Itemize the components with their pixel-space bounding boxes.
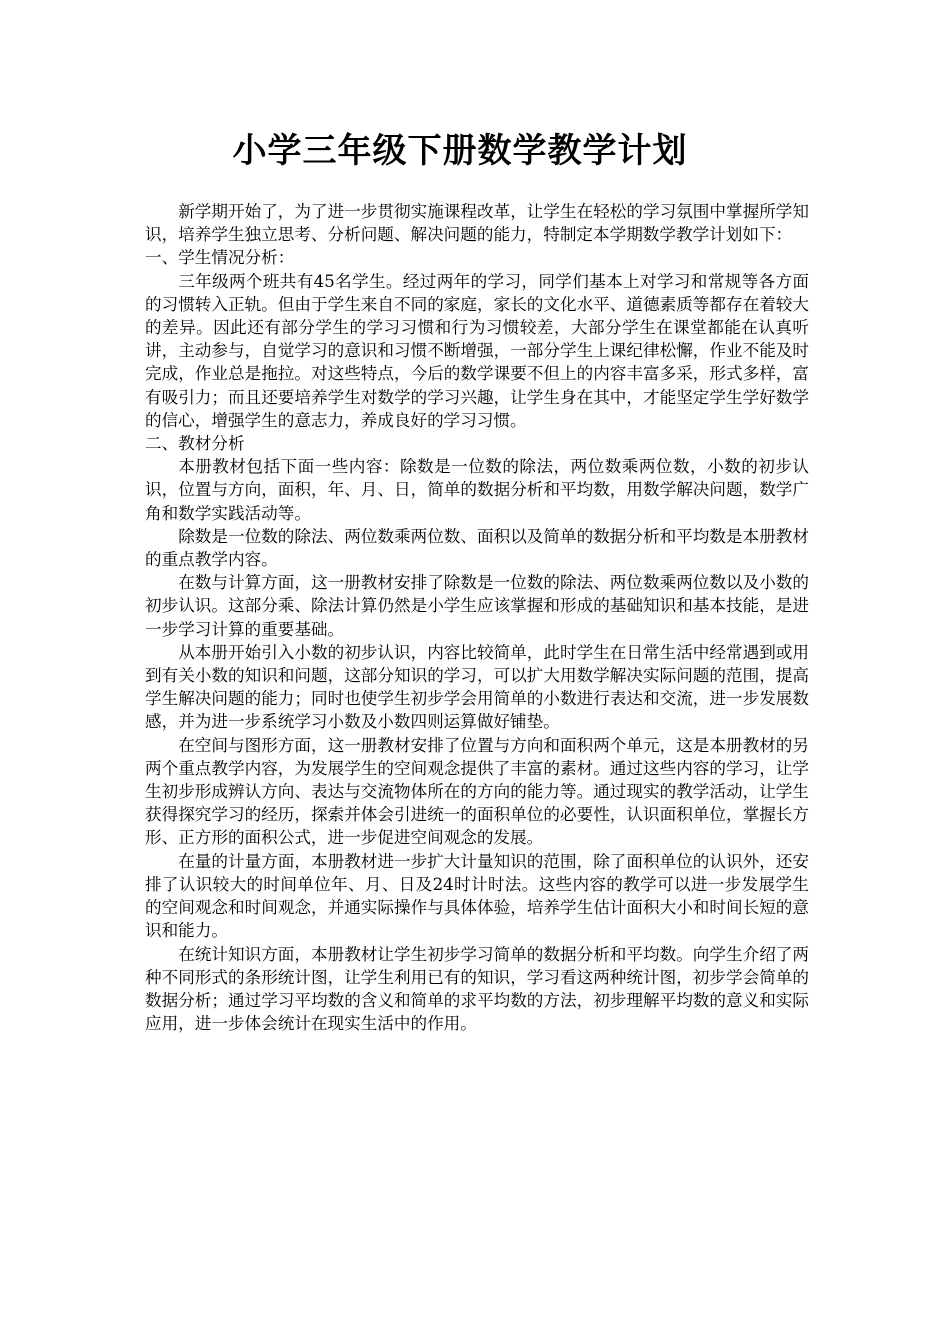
textbook-paragraph: 本册教材包括下面一些内容：除数是一位数的除法，两位数乘两位数，小数的初步认识，位置与方向，面积，年、月、日，简单的数据分析和平均数，用数学解决问题，数学广角和数学实践活动等。 bbox=[145, 457, 809, 523]
student-analysis-paragraph: 三年级两个班共有45名学生。经过两年的学习，同学们基本上对学习和常规等各方面的习惯转入正轨。但由于学生来自不同的家庭，家长的文化水平、道德素质等都存在着较大的差异。因此还有部分学生的学习习惯和行为习惯较差，大部分学生在课堂都能在认真听讲，主动参与，自觉学习的意识和习惯不断增强，一部分学生上课纪律松懈，作业不能及时完成，作业总是拖拉。对这些特点，今后的数学课要不但上的内容丰富多采，形式多样，富有吸引力；而且还要培养学生对数学的学习兴趣，让学生身在其中，才能坚定学生学好数学的信心，增强学生的意志力，养成良好的学习习惯。 bbox=[145, 271, 809, 430]
textbook-paragraph: 在统计知识方面，本册教材让学生初步学习简单的数据分析和平均数。向学生介绍了两种不同形式的条形统计图，让学生利用已有的知识，学习看这两种统计图，初步学会简单的数据分析；通过学习平均数的含义和简单的求平均数的方法，初步理解平均数的意义和实际应用，进一步体会统计在现实生活中的作用。 bbox=[145, 944, 809, 1034]
document-title: 小学三年级下册数学教学计划 bbox=[232, 131, 688, 171]
document-body bbox=[145, 200, 809, 1035]
section-heading-textbook-analysis: 二、教材分析 bbox=[145, 434, 245, 454]
textbook-paragraph: 在数与计算方面，这一册教材安排了除数是一位数的除法、两位数乘两位数以及小数的初步认识。这部分乘、除法计算仍然是小学生应该掌握和形成的基础知识和基本技能，是进一步学习计算的重要基础。 bbox=[145, 573, 809, 639]
textbook-paragraph: 在空间与图形方面，这一册教材安排了位置与方向和面积两个单元，这是本册教材的另两个重点教学内容，为发展学生的空间观念提供了丰富的素材。通过这些内容的学习，让学生初步形成辨认方向、表达与交流物体所在的方向的能力等。通过现实的教学活动，让学生获得探究学习的经历，探索并体会引进统一的面积单位的必要性，认识面积单位，掌握长方形、正方形的面积公式，进一步促进空间观念的发展。 bbox=[145, 735, 809, 848]
textbook-paragraph: 从本册开始引入小数的初步认识，内容比较简单，此时学生在日常生活中经常遇到或用到有关小数的知识和问题，这部分知识的学习，可以扩大用数学解决实际问题的范围，提高学生解决问题的能力；同时也使学生初步学会用简单的小数进行表达和交流，进一步发展数感，并为进一步系统学习小数及小数四则运算做好铺垫。 bbox=[145, 642, 809, 732]
intro-paragraph: 新学期开始了，为了进一步贯彻实施课程改革，让学生在轻松的学习氛围中掌握所学知识，培养学生独立思考、分析问题、解决问题的能力，特制定本学期数学教学计划如下： bbox=[145, 202, 809, 245]
section-heading-student-analysis: 一、学生情况分析： bbox=[145, 248, 295, 268]
textbook-paragraph: 除数是一位数的除法、两位数乘两位数、面积以及简单的数据分析和平均数是本册教材的重点教学内容。 bbox=[145, 526, 809, 570]
textbook-paragraph: 在量的计量方面，本册教材进一步扩大计量知识的范围，除了面积单位的认识外，还安排了认识较大的时间单位年、月、日及24时计时法。这些内容的教学可以进一步发展学生的空间观念和时间观念，并通实际操作与具体体验，培养学生估计面积大小和时间长短的意识和能力。 bbox=[145, 851, 809, 941]
